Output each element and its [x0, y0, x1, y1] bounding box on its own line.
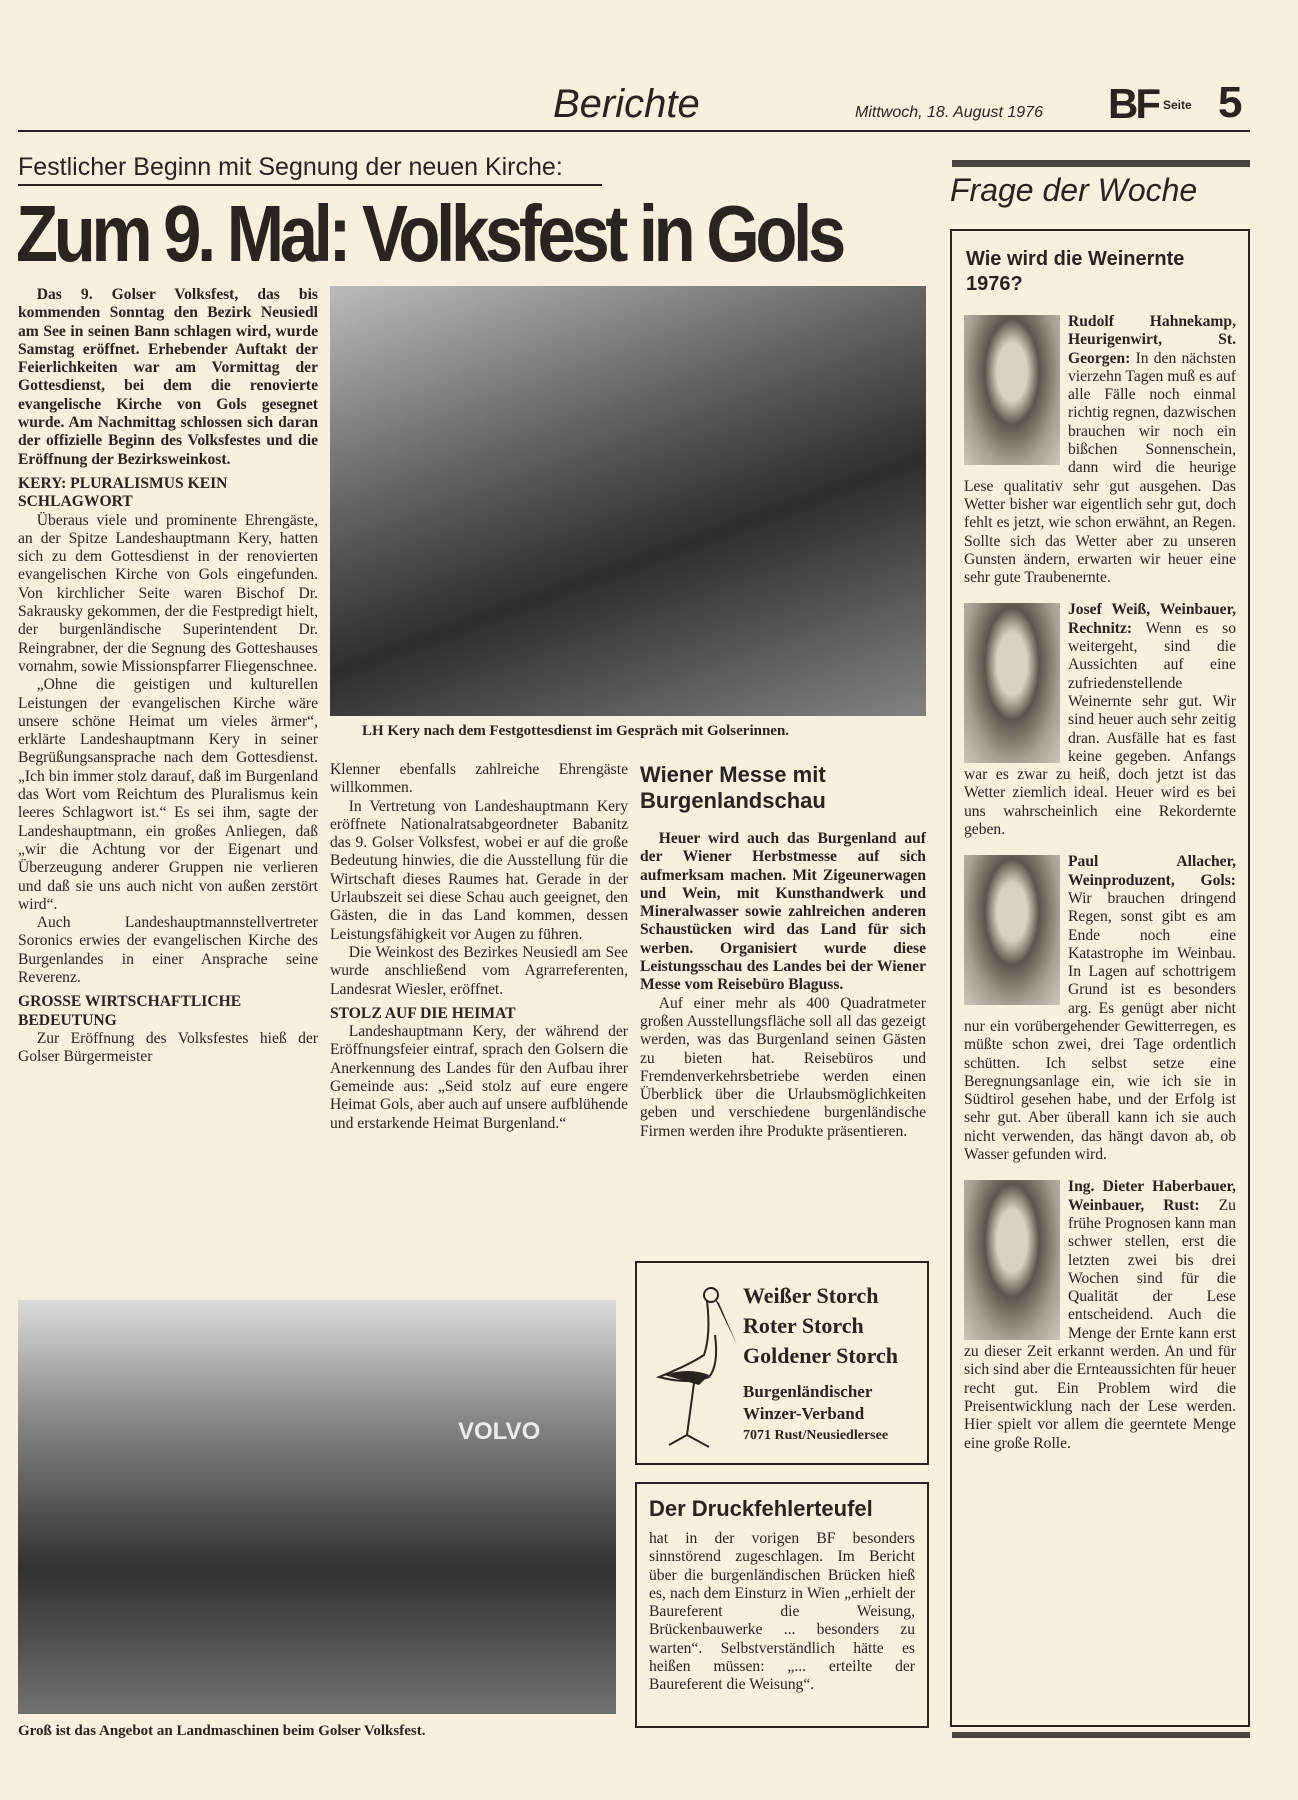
paragraph: Überaus viele und prominente Ehrengäste, an der Spitze Landeshauptmann Kery, hatten sich zu dem Gottesdienst in der renovierten evangelischen Kirche von Gols eingefunden. Von kirchlicher Seite waren Bischof Dr. Sakrausky gekommen, der die Festpredigt hielt, der burgenländische Superintendent Dr. Reingrabner, der die Segnung des Gotteshauses vornahm, sowie Missionspfarrer Fliegenschnee.	[18, 511, 318, 675]
section-title: Berichte	[553, 82, 700, 126]
paragraph: Auf einer mehr als 400 Quadratmeter großen Ausstellungsfläche soll all das gezeigt werden, was das Burgenland seinen Gästen zu bieten hat. Reisebüros und Fremdenverkehrsbetriebe werden einen Überblick über die Urlaubsmöglichkeiten geben und verschiedene burgenländische Firmen werden ihre Produkte präsentieren.	[640, 994, 926, 1140]
issue-date: Mittwoch, 18. August 1976	[855, 104, 1043, 121]
answer-text: Wir brauchen dringend Regen, sonst gibt es am Ende noch eine Katastrophe im Weinbau. In Lagen auf schottrigem Grund ist es besonders arg. Es genügt aber nicht nur ein vorübergehender Gewitterregen, es müßte schon zwei, drei Tage ordentlich schütten. Ich selbst setze eine Beregnungsanlage ein, wie ich sie in Südtirol gesehen habe, und der Erfolg ist sehr gut. Aber überall kann ich sie auch nicht verwenden, das hängt davon ab, ob Wasser gefunden wird.	[964, 889, 1236, 1164]
paragraph: Die Weinkost des Bezirkes Neusiedl am See wurde anschließend vom Agrarreferenten, Landesrat Wiesler, eröffnet.	[330, 943, 628, 998]
portrait-photo	[964, 315, 1060, 465]
page-label: Seite	[1163, 98, 1192, 112]
portrait-photo	[964, 1180, 1060, 1340]
newspaper-logo: BF	[1108, 80, 1158, 127]
paragraph: Auch Landeshauptmannstellvertreter Soronics erwies der evangelischen Kirche des Burgenlandes in einer Ansprache seine Reverenz.	[18, 914, 318, 986]
page-number: 5	[1218, 78, 1243, 127]
paragraph: Landeshauptmann Kery, der während der Eröffnungsfeier eintraf, sprach den Golsern die Anerkennung des Landes für den Aufbau ihrer Gemeinde aus: „Seid stolz auf eure engere Heimat Gols, aber auch auf unsere aufblühende und erstarkende Heimat Burgenland.“	[330, 1023, 628, 1132]
frage-box	[950, 229, 1250, 1727]
ad-line-goldener-storch: Goldener Storch	[743, 1343, 899, 1368]
header-rule	[18, 130, 1250, 132]
druckfehler-box	[635, 1482, 929, 1728]
druckfehler-text: hat in der vorigen BF besonders sinnstörend zugeschlagen. Im Bericht über die burgenländischen Brücken hieß es, nach dem Einsturz in Wien „erhielt der Baureferent die Weisung, Brückenbauwerke ... besonders zu warten“. Selbstverständlich hätte es heißen müssen: „... erteilte der Baureferent die Weisung“.	[649, 1530, 915, 1694]
frage-title: Frage der Woche	[950, 172, 1198, 208]
messe-headline: Wiener Messe mit Burgenlandschau	[640, 762, 826, 813]
kicker-rule	[18, 184, 602, 186]
storch-advertisement	[635, 1261, 929, 1465]
article-column-middle	[330, 761, 628, 1133]
answer-name: Josef Weiß, Weinbauer, Rechnitz:	[1068, 601, 1236, 637]
paragraph: In Vertretung von Landeshauptmann Kery eröffnete Nationalratsabgeordneter Babanitz das 9. Golser Volksfest, wobei er auf die große Bedeutung hinwies, die die Ausstellung für die Wirtschaft dieses Raumes hat. Gerade in der Urlaubszeit sei diese Schau auch geeignet, den Gästen, die in das Land kommen, dessen Leistungsfähigkeit vor Augen zu führen.	[330, 797, 628, 943]
answer-allacher	[964, 853, 1236, 1164]
photo-kery-golserinnen	[330, 286, 926, 716]
ad-address: 7071 Rust/Neusiedlersee	[743, 1428, 889, 1443]
answer-text: Wenn es so weitergeht, sind die Aussichten auf eine zufriedenstellende Weinernte sehr gut. Wir sind heuer auch sehr zeitig dran. Ausfälle hat es fast keine gegeben. Anfangs war es zwar zu heiß, doch jetzt ist das Wetter ziemlich ideal. Heuer wird es bei uns wahrscheinlich eine Rekordernte geben.	[964, 619, 1236, 839]
answer-text: Zu frühe Prognosen kann man schwer stellen, erst die letzten zwei bis drei Wochen sind für die Qualität der Lese entscheidend. Auch die Menge der Ernte kann erst zu dieser Zeit erkannt werden. An und für sich sind aber die Ernteaussichten für heuer recht gut. Ein Problem wird die Preisentwicklung nach der Lese werden. Hier spielt vor allem die geerntete Menge eine große Rolle.	[964, 1196, 1236, 1452]
answer-name: Paul Allacher, Weinproduzent, Gols:	[1068, 853, 1236, 889]
messe-lead: Heuer wird auch das Burgenland auf der Wiener Herbstmesse auf sich aufmerksam machen. Mit Zigeunerwagen und Wein, mit Kunsthandwerk und Mineralwasser sowie zahlreichen anderen Schaustücken wird das Land für sich werben. Organisiert wurde diese Leistungsschau des Landes bei der Wiener Messe vom Reisebüro Blaguss.	[640, 830, 926, 994]
photo-caption: LH Kery nach dem Festgottesdienst im Gespräch mit Golserinnen.	[362, 723, 790, 739]
paragraph: Zur Eröffnung des Volksfestes hieß der Golser Bürgermeister	[18, 1029, 318, 1066]
portrait-photo	[964, 855, 1060, 1005]
ad-line-weisser-storch: Weißer Storch	[743, 1283, 879, 1308]
subhead-wirtschaft: GROSSE WIRTSCHAFTLICHE BEDEUTUNG	[18, 993, 242, 1029]
frage-top-bar	[952, 160, 1250, 167]
druckfehler-headline: Der Druckfehlerteufel	[649, 1496, 873, 1521]
ad-org: Winzer-Verband	[743, 1404, 865, 1423]
subhead-heimat: STOLZ AUF DIE HEIMAT	[330, 1004, 516, 1022]
stork-icon	[649, 1285, 739, 1455]
paragraph: „Ohne die geistigen und kulturellen Leistungen der evangelischen Kirche wäre unsere schöne Heimat um vieles ärmer“, erklärte Landeshauptmann Kery in seiner Begrüßungsansprache nach dem Gottesdienst. „Ich bin immer stolz darauf, daß im Burgenland das Wort vom Reichtum des Pluralismus kein leeres Schlagwort ist.“ Es sei ihm, sagte der Landeshauptmann, ein großes Anliegen, daß „wir die Achtung vor der Eigenart und Überzeugung anderer Gruppen nie verlieren und daß sie uns auch nicht von außen zerstört wird“.	[18, 676, 318, 913]
article-kicker: Festlicher Beginn mit Segnung der neuen Kirche:	[18, 153, 563, 181]
subhead-pluralismus: KERY: PLURALISMUS KEIN SCHLAGWORT	[18, 474, 228, 511]
tractor-sign: VOLVO	[458, 1418, 541, 1445]
answer-name: Ing. Dieter Haberbauer, Weinbauer, Rust:	[1068, 1178, 1236, 1214]
photo-landmaschinen	[18, 1300, 616, 1714]
answer-weiss	[964, 601, 1236, 839]
ad-org: Burgenländischer	[743, 1382, 873, 1401]
portrait-photo	[964, 603, 1060, 763]
answer-haberbauer	[964, 1178, 1236, 1452]
paragraph: Klenner ebenfalls zahlreiche Ehrengäste willkommen.	[330, 761, 628, 797]
article-lead: Das 9. Golser Volksfest, das bis kommenden Sonntag den Bezirk Neusiedl am See in seinen Bann schlagen wird, wurde Samstag eröffnet. Erhebender Auftakt der Feierlichkeiten war am Vormittag der Gottesdienst, bei dem die renovierte evangelische Kirche von Gols gesegnet wurde. Am Nachmittag schlossen sich daran der offizielle Beginn des Volksfestes und die Eröffnung der Bezirksweinkost.	[18, 286, 318, 468]
answer-hahnekamp	[964, 313, 1236, 587]
answer-text: In den nächsten vierzehn Tagen muß es auf alle Fälle noch einmal richtig regnen, dazwischen brauchen wir noch ein bißchen Sonnenschein, dann wird die heurige Lese qualitativ sehr gut ausgehen. Das Wetter bisher war eigentlich sehr gut, doch fehlt es jetzt, wie schon erwähnt, an Regen. Sollte sich das Wetter aber zu unseren Gunsten ändern, erwarten wir heuer eine sehr gute Traubenernte.	[964, 349, 1237, 587]
photo2-caption: Groß ist das Angebot an Landmaschinen beim Golser Volksfest.	[18, 1723, 426, 1739]
article-column-left	[18, 286, 318, 1066]
frage-question: Wie wird die Weinernte 1976?	[966, 248, 1185, 295]
article-headline: Zum 9. Mal: Volksfest in Gols	[16, 189, 842, 278]
answer-name: Rudolf Hahnekamp, Heurigenwirt, St. Georgen:	[1068, 313, 1236, 367]
messe-article	[640, 830, 926, 1141]
ad-line-roter-storch: Roter Storch	[743, 1313, 864, 1338]
frage-bottom-bar	[952, 1732, 1250, 1738]
